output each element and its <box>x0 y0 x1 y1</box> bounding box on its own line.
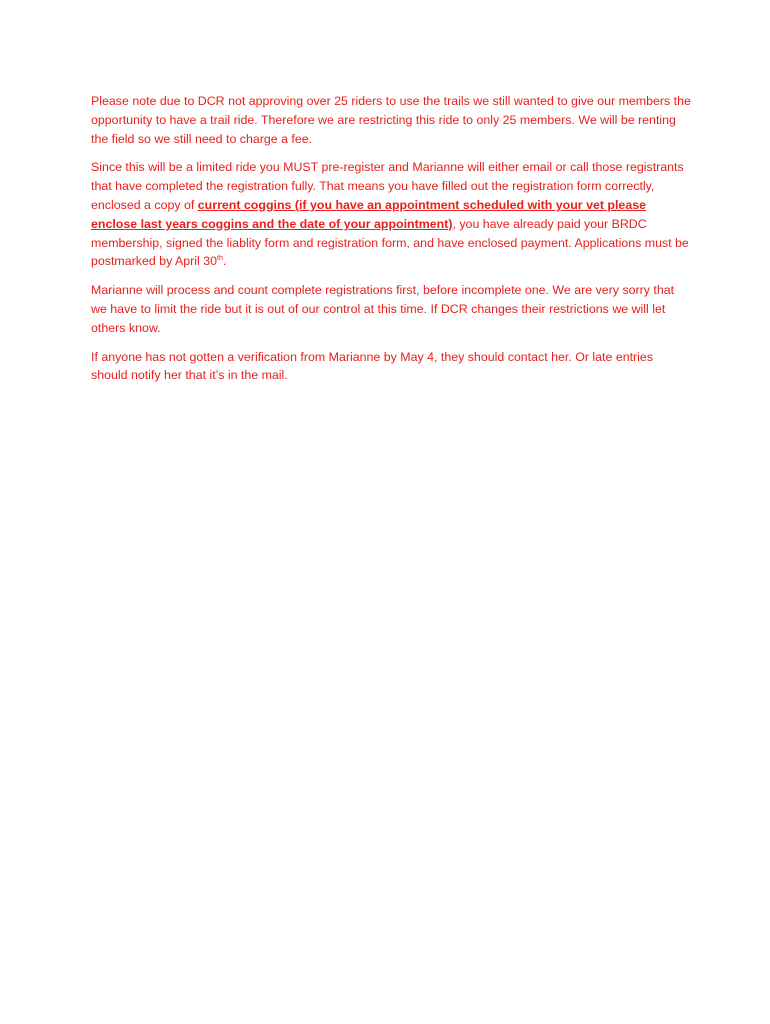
paragraph-verification: If anyone has not gotten a verification from Marianne by May 4, they should contact her. Or late entries should notify her that it’s in the mail. <box>91 349 654 383</box>
paragraph-processing: Marianne will process and count complete registrations first, before incomplete one. We are very sorry that we have to limit the ride but it is out of our control at this time. If DCR changes their restrictions we will let others know. <box>91 283 675 335</box>
preregistration-text-continued: , you have already paid your BRDC membership, signed the liablity form and registration form, and have enclosed payment. Applications must be postmarked by April 30 <box>91 216 689 269</box>
paragraph-dcr-notice: Please note due to DCR not approving over 25 riders to use the trails we still wanted to give our members the opportunity to have a trail ride. Therefore we are restricting this ride to only 25 members. We will be renting the field so we still need to charge a fee. <box>91 94 691 146</box>
coggins-requirement: current coggins (if you have an appointment scheduled with your vet please enclose last years coggins and the date of your appointment) <box>91 197 646 231</box>
preregistration-text-end: . <box>222 254 227 269</box>
document-body <box>91 92 691 395</box>
paragraph-preregistration <box>91 158 691 271</box>
preregistration-text-start: Since this will be a limited ride you MUST pre-register and Marianne will either email or call those registrants that have completed the registration fully. That means you have filled out the registration form correctly, enclosed a copy of <box>91 160 684 212</box>
date-ordinal-suffix: th <box>217 255 223 263</box>
